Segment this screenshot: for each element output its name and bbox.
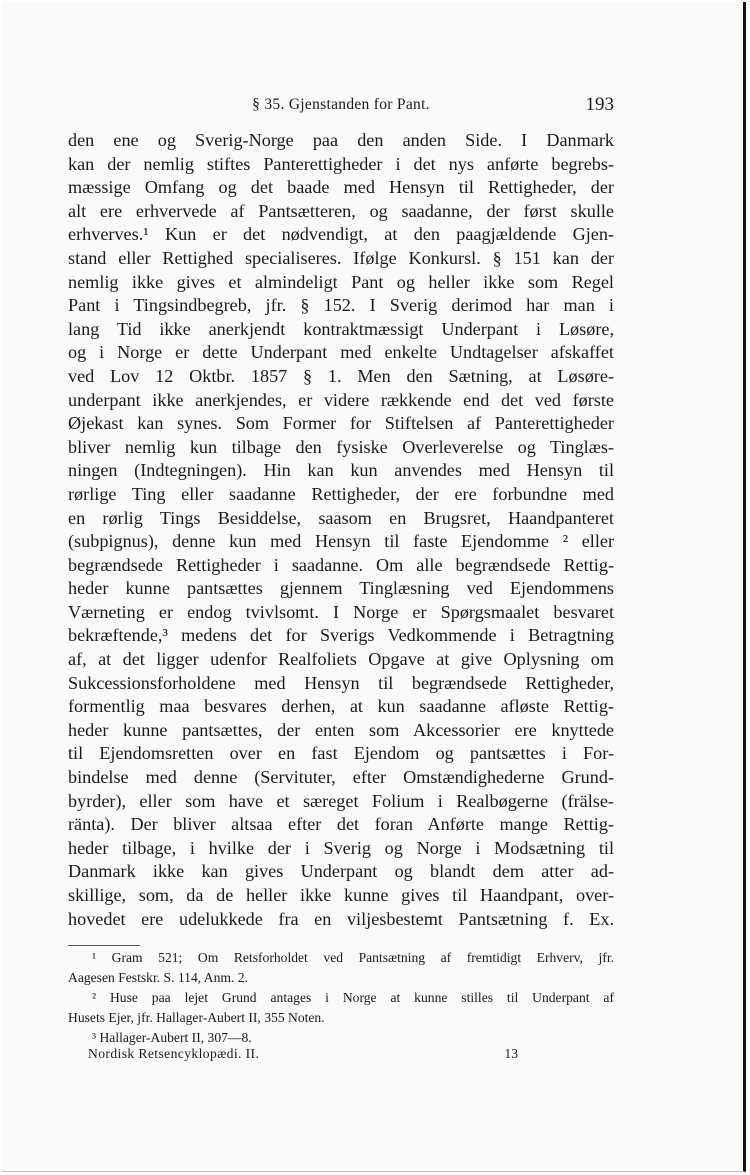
footnote-2: ² Huse paa lejet Grund antages i Norge at kunne stilles til Underpant af [92, 990, 614, 1005]
footnote-1: ¹ Gram 521; Om Retsforholdet ved Pantsætning af fremtidigt Erhverv, jfr. [92, 950, 614, 965]
section-title: § 35. Gjenstanden for Pant. [252, 96, 430, 113]
text-line: Danmark ikke kan gives Underpant og blandt dem atter ad- [68, 861, 614, 882]
body-text [68, 129, 614, 931]
text-line: nemlig ikke gives et almindeligt Pant og heller ikke som Regel [68, 271, 614, 292]
running-header [68, 94, 614, 118]
text-line: hovedet ere udelukkede fra en viljesbestemt Pantsætning f. Ex. [68, 908, 614, 929]
text-line: rørlige Ting eller saadanne Rettigheder, der ere forbundne med [68, 483, 614, 504]
text-line: erhverves.¹ Kun er det nødvendigt, at den paagjældende Gjen- [68, 224, 614, 245]
sheet-signature: Nordisk Retsencyklopædi. II. [88, 1046, 260, 1061]
text-line: bindelse med denne (Servituter, efter Omstændighederne Grund- [68, 767, 614, 788]
text-line: ränta). Der bliver altsaa efter det foran Anførte mange Rettig- [68, 814, 614, 835]
text-line: Værneting er endog tvivlsomt. I Norge er Spørgsmaalet besvaret [68, 601, 614, 622]
text-line: den ene og Sverig-Norge paa den anden Side. I Danmark [68, 130, 614, 150]
text-line: af, at det ligger udenfor Realfoliets Opgave at give Oplysning om [68, 649, 614, 670]
text-line: heder kunne pantsættes gjennem Tinglæsning ved Ejendommens [68, 578, 614, 599]
text-line: skillige, som, da de heller ikke kunne gives til Haandpant, over- [68, 885, 614, 905]
text-line: mæssige Omfang og det baade med Hensyn til Rettigheder, der [68, 177, 614, 198]
text-line: bekræftende,³ medens det for Sverigs Vedkommende i Betragtning [68, 625, 614, 646]
text-line: heder kunne pantsættes, der enten som Akcessorier ere knyttede [68, 719, 614, 740]
text-line: til Ejendomsretten over en fast Ejendom og pantsættes i For- [68, 743, 614, 764]
footnote-1-continued: Aagesen Festskr. S. 114, Anm. 2. [68, 970, 248, 985]
page-number: 193 [585, 94, 614, 115]
text-line: kan der nemlig stiftes Panterettigheder i det nys anførte begrebs- [68, 153, 614, 174]
footnote-2-continued: Husets Ejer, jfr. Hallager-Aubert II, 355 Noten. [68, 1010, 325, 1025]
text-line: (subpignus), denne kun med Hensyn til faste Ejendomme ² eller [68, 531, 614, 552]
text-line: lang Tid ikke anerkjendt kontraktmæssigt Underpant i Løsøre, [68, 318, 614, 339]
text-line: underpant ikke anerkjendes, er videre rækkende end det ved første [68, 389, 614, 410]
text-line: Pant i Tingsindbegreb, jfr. § 152. I Sverig derimod har man i [68, 295, 614, 316]
footnote-divider [68, 945, 140, 946]
text-line: alt ere erhvervede af Pantsætteren, og saadanne, der først skulle [68, 200, 614, 221]
text-line: byrder), eller som have et særeget Folium i Realbøgerne (frälse- [68, 790, 614, 811]
page-footer [88, 1046, 518, 1066]
text-line: begrændsede Rettigheder i saadanne. Om alle begrændsede Rettig- [68, 554, 614, 575]
text-line: Sukcessionsforholdene med Hensyn til begrændsede Rettigheder, [68, 672, 614, 693]
footnotes [68, 948, 614, 1048]
text-line: og i Norge er dette Underpant med enkelte Undtagelser afskaffet [68, 342, 614, 363]
footnote-3: ³ Hallager-Aubert II, 307—8. [92, 1030, 252, 1045]
text-line: ningen (Indtegningen). Hin kan kun anvendes med Hensyn til [68, 460, 614, 481]
text-line: Øjekast kan synes. Som Former for Stiftelsen af Panterettigheder [68, 413, 614, 434]
text-line: stand eller Rettighed specialiseres. Ifølge Konkursl. § 151 kan der [68, 247, 614, 268]
text-line: heder tilbage, i hvilke der i Sverig og Norge i Modsætning til [68, 837, 614, 858]
text-line: formentlig maa besvares derhen, at kun saadanne afløste Rettig- [68, 696, 614, 717]
book-page [2, 2, 746, 1172]
sheet-number: 13 [504, 1046, 518, 1061]
text-line: en rørlig Tings Besiddelse, saasom en Brugsret, Haandpanteret [68, 507, 614, 528]
text-line: bliver nemlig kun tilbage den fysiske Overleverelse og Tinglæs- [68, 436, 614, 457]
text-line: ved Lov 12 Oktbr. 1857 § 1. Men den Sætning, at Løsøre- [68, 365, 614, 386]
